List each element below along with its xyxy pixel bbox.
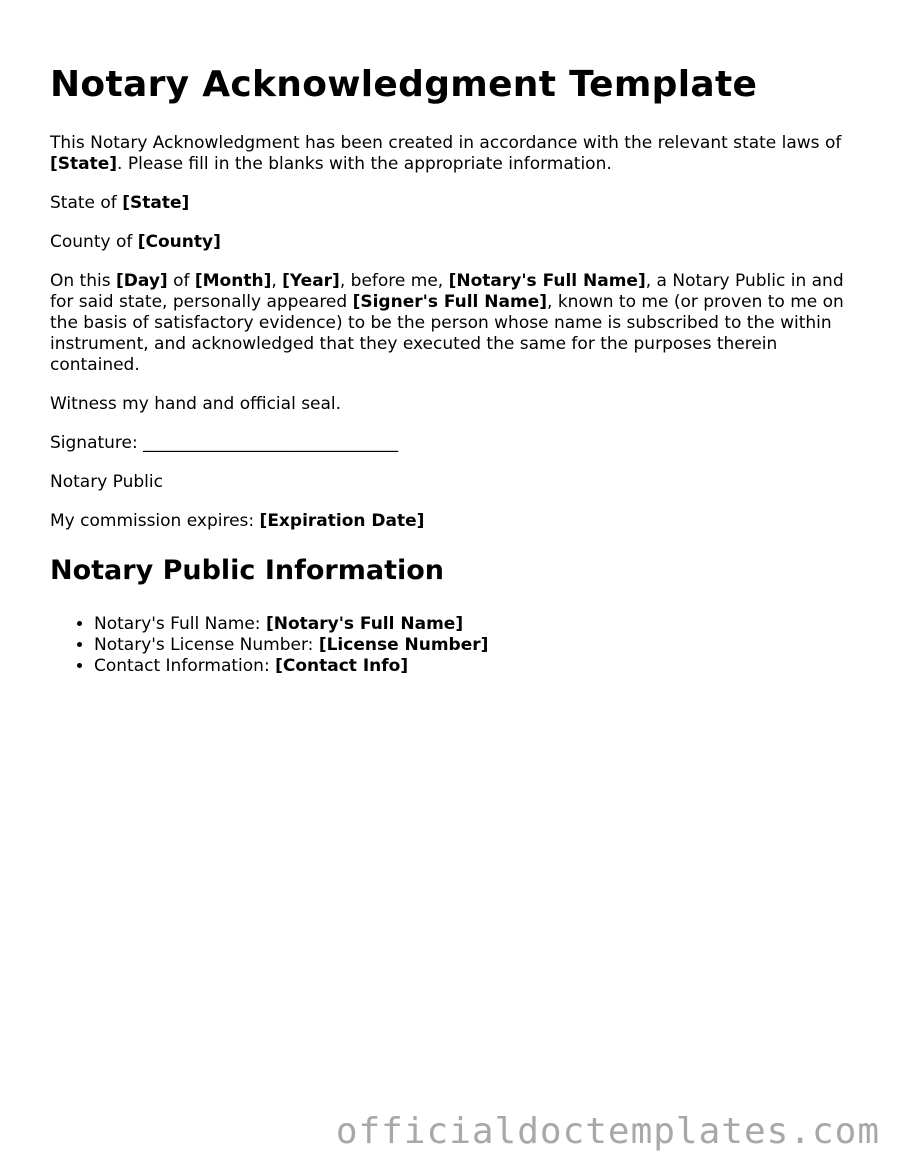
- year-placeholder: [Year]: [282, 271, 340, 291]
- witness-line: Witness my hand and official seal.: [50, 394, 342, 414]
- ack-text-5: , a Notary Public in and for said state, personally appeared: [50, 271, 844, 312]
- signature-line: Signature: ______________________________: [50, 433, 399, 453]
- list-item-label: Notary's Full Name:: [94, 614, 266, 634]
- list-item: [94, 656, 870, 677]
- notary-info-list: [50, 614, 870, 677]
- list-item-value: [Contact Info]: [275, 656, 409, 676]
- page-title: Notary Acknowledgment Template: [50, 64, 758, 105]
- ack-text-3: ,: [271, 271, 283, 291]
- list-item: [94, 614, 870, 635]
- notary-name-placeholder: [Notary's Full Name]: [448, 271, 646, 291]
- list-item-value: [License Number]: [318, 635, 489, 655]
- intro-state-placeholder: [State]: [50, 154, 118, 174]
- commission-label: My commission expires:: [50, 511, 260, 531]
- ack-text-2: of: [167, 271, 195, 291]
- intro-paragraph: [50, 133, 870, 175]
- expiration-date-placeholder: [Expiration Date]: [259, 511, 425, 531]
- ack-text-4: , before me,: [339, 271, 449, 291]
- commission-line: [50, 511, 870, 532]
- county-label: County of: [50, 232, 138, 252]
- intro-text-start: This Notary Acknowledgment has been created in accordance with the relevant state laws of: [50, 133, 842, 153]
- list-item-value: [Notary's Full Name]: [265, 614, 464, 634]
- month-placeholder: [Month]: [194, 271, 272, 291]
- document-page: [50, 62, 870, 677]
- acknowledgment-paragraph: [50, 271, 870, 376]
- state-line: [50, 193, 870, 214]
- intro-text-end: . Please fill in the blanks with the appropriate information.: [117, 154, 612, 174]
- section-heading-notary-info: Notary Public Information: [50, 555, 445, 586]
- list-item-label: Notary's License Number:: [94, 635, 319, 655]
- state-label: State of: [50, 193, 123, 213]
- county-line: [50, 232, 870, 253]
- ack-text-6: , known to me (or proven to me on the basis of satisfactory evidence) to be the person whose name is subscribed to the within instrument, and acknowledged that they executed the same for the purposes therein contained.: [50, 292, 844, 375]
- list-item: [94, 635, 870, 656]
- notary-public-label: Notary Public: [50, 472, 163, 492]
- signer-name-placeholder: [Signer's Full Name]: [352, 292, 548, 312]
- ack-text-1: On this: [50, 271, 116, 291]
- watermark-text: officialdoctemplates.com: [335, 1111, 880, 1152]
- county-placeholder: [County]: [137, 232, 221, 252]
- list-item-label: Contact Information:: [94, 656, 276, 676]
- state-placeholder: [State]: [122, 193, 190, 213]
- day-placeholder: [Day]: [115, 271, 168, 291]
